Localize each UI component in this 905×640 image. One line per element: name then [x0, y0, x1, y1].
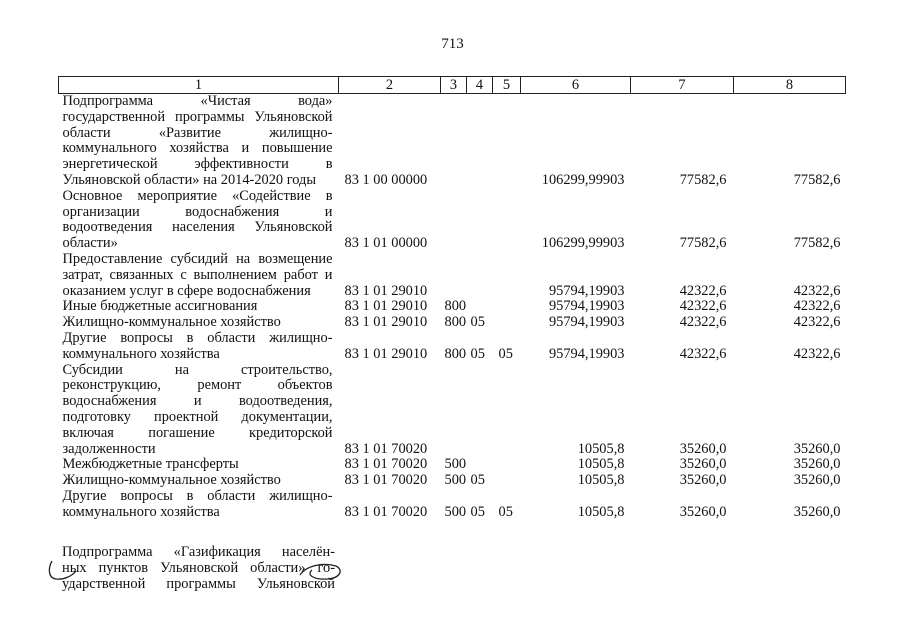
row-name: Иные бюджетные ассигнования: [62, 298, 258, 315]
row-section: 05: [470, 503, 485, 520]
row-expense-type: 500: [444, 503, 467, 520]
row-amount-1: 95794,19903: [548, 298, 625, 315]
row-target-code: 83 1 00 00000: [344, 171, 428, 188]
row-amount-3: 42322,6: [793, 345, 841, 362]
row-amount-2: 42322,6: [679, 282, 727, 299]
header-col-6: 6: [521, 77, 631, 94]
row-amount-3: 42322,6: [793, 282, 841, 299]
row-expense-type: 500: [444, 456, 467, 473]
table-row: [59, 489, 846, 521]
row-expense-type: [441, 252, 467, 299]
row-amount-1: 10505,8: [577, 440, 625, 457]
header-col-2: 2: [339, 77, 441, 94]
row-subsection: [493, 363, 521, 458]
row-target-code: 83 1 01 00000: [344, 235, 428, 252]
page-number: 713: [441, 36, 464, 52]
row-subsection: [493, 94, 521, 189]
row-target-code: 83 1 01 70020: [344, 440, 428, 457]
row-section: 05: [470, 314, 485, 331]
row-amount-1: 10505,8: [577, 456, 625, 473]
row-amount-2: 42322,6: [679, 298, 727, 315]
table-row: [59, 315, 846, 331]
row-expense-type: 800: [444, 314, 467, 331]
row-amount-1: 106299,99903: [541, 171, 625, 188]
row-expense-type: 500: [444, 472, 467, 489]
row-expense-type: [441, 363, 467, 458]
row-amount-1: 106299,99903: [541, 235, 625, 252]
row-amount-3: 35260,0: [793, 440, 841, 457]
row-amount-2: 77582,6: [679, 235, 727, 252]
row-target-code: 83 1 01 29010: [344, 345, 428, 362]
row-expense-type: 800: [444, 345, 467, 362]
row-subsection: [493, 473, 521, 489]
row-amount-1: 10505,8: [577, 472, 625, 489]
row-amount-1: 95794,19903: [548, 282, 625, 299]
table-row: [59, 331, 846, 363]
header-col-8: 8: [734, 77, 846, 94]
budget-table: [58, 76, 846, 521]
row-amount-2: 35260,0: [679, 456, 727, 473]
table-row: [59, 299, 846, 315]
continuation-text: [62, 545, 335, 592]
row-target-code: 83 1 01 70020: [344, 456, 428, 473]
row-section: 05: [470, 472, 485, 489]
row-name: Жилищно-коммунальное хозяйство: [62, 314, 281, 331]
row-amount-2: 35260,0: [679, 503, 727, 520]
row-expense-type: [441, 94, 467, 189]
row-subsection: 05: [498, 345, 513, 362]
row-section: [467, 363, 493, 458]
row-target-code: 83 1 01 29010: [344, 298, 428, 315]
row-subsection: [493, 299, 521, 315]
row-amount-3: 42322,6: [793, 314, 841, 331]
row-subsection: [493, 189, 521, 252]
table-row: [59, 473, 846, 489]
row-amount-3: 35260,0: [793, 503, 841, 520]
row-name: Жилищно-коммунальное хозяйство: [62, 472, 281, 489]
row-subsection: [493, 315, 521, 331]
table-row: [59, 457, 846, 473]
header-col-4: 4: [467, 77, 493, 94]
row-name: Другие вопросы в области жилищно-коммунального хозяйства: [62, 329, 333, 362]
row-amount-2: 42322,6: [679, 314, 727, 331]
row-amount-1: 10505,8: [577, 503, 625, 520]
row-section: 05: [470, 345, 485, 362]
row-amount-2: 35260,0: [679, 472, 727, 489]
table-row: [59, 363, 846, 458]
table-row: [59, 189, 846, 252]
row-amount-2: 35260,0: [679, 440, 727, 457]
row-amount-2: 42322,6: [679, 345, 727, 362]
row-target-code: 83 1 01 29010: [344, 314, 428, 331]
row-amount-3: 35260,0: [793, 472, 841, 489]
row-section: [467, 189, 493, 252]
row-name: Другие вопросы в области жилищно-коммунального хозяйства: [62, 487, 333, 520]
row-subsection: [493, 252, 521, 299]
header-col-1: 1: [59, 77, 339, 94]
row-expense-type: [441, 189, 467, 252]
header-col-3: 3: [441, 77, 467, 94]
row-target-code: 83 1 01 70020: [344, 472, 428, 489]
continuation-line: Подпрограмма «Газификация населён-: [62, 544, 335, 560]
row-amount-2: 77582,6: [679, 171, 727, 188]
row-section: [467, 299, 493, 315]
continuation-line: ных пунктов Ульяновской области» го-: [62, 559, 335, 576]
row-amount-3: 77582,6: [793, 235, 841, 252]
row-subsection: 05: [498, 503, 513, 520]
row-name: Предоставление субсидий на возмещение затрат, связанных с выполнением работ и оказанием услуг в сфере водоснабжения: [62, 250, 333, 299]
row-target-code: 83 1 01 29010: [344, 282, 428, 299]
table-row: [59, 94, 846, 189]
row-amount-3: 77582,6: [793, 171, 841, 188]
continuation-line: ударственной программы Ульяновской: [62, 575, 335, 592]
row-amount-3: 42322,6: [793, 298, 841, 315]
table-row: [59, 252, 846, 299]
row-subsection: [493, 457, 521, 473]
row-amount-1: 95794,19903: [548, 314, 625, 331]
row-amount-1: 95794,19903: [548, 345, 625, 362]
row-target-code: 83 1 01 70020: [344, 503, 428, 520]
row-expense-type: 800: [444, 298, 467, 315]
row-section: [467, 457, 493, 473]
row-section: [467, 94, 493, 189]
row-name: Субсидии на строительство, реконструкцию, ремонт объектов водоснабжения и водоотведения, подготовку проектной документации, включая погашение кредиторской задолженности: [62, 361, 333, 457]
header-col-5: 5: [493, 77, 521, 94]
header-col-7: 7: [631, 77, 734, 94]
header-row: [59, 77, 846, 94]
row-name: Подпрограмма «Чистая вода» государственной программы Ульяновской области «Развитие жилищно-коммунального хозяйства и повышение энергетической эффективности в Ульяновской области» на 2014-2020 годы: [62, 93, 333, 188]
row-name: Основное мероприятие «Содействие в организации водоснабжения и водоотведения населения Ульяновской области»: [62, 187, 333, 252]
row-name: Межбюджетные трансферты: [62, 456, 239, 473]
row-section: [467, 252, 493, 299]
row-amount-3: 35260,0: [793, 456, 841, 473]
